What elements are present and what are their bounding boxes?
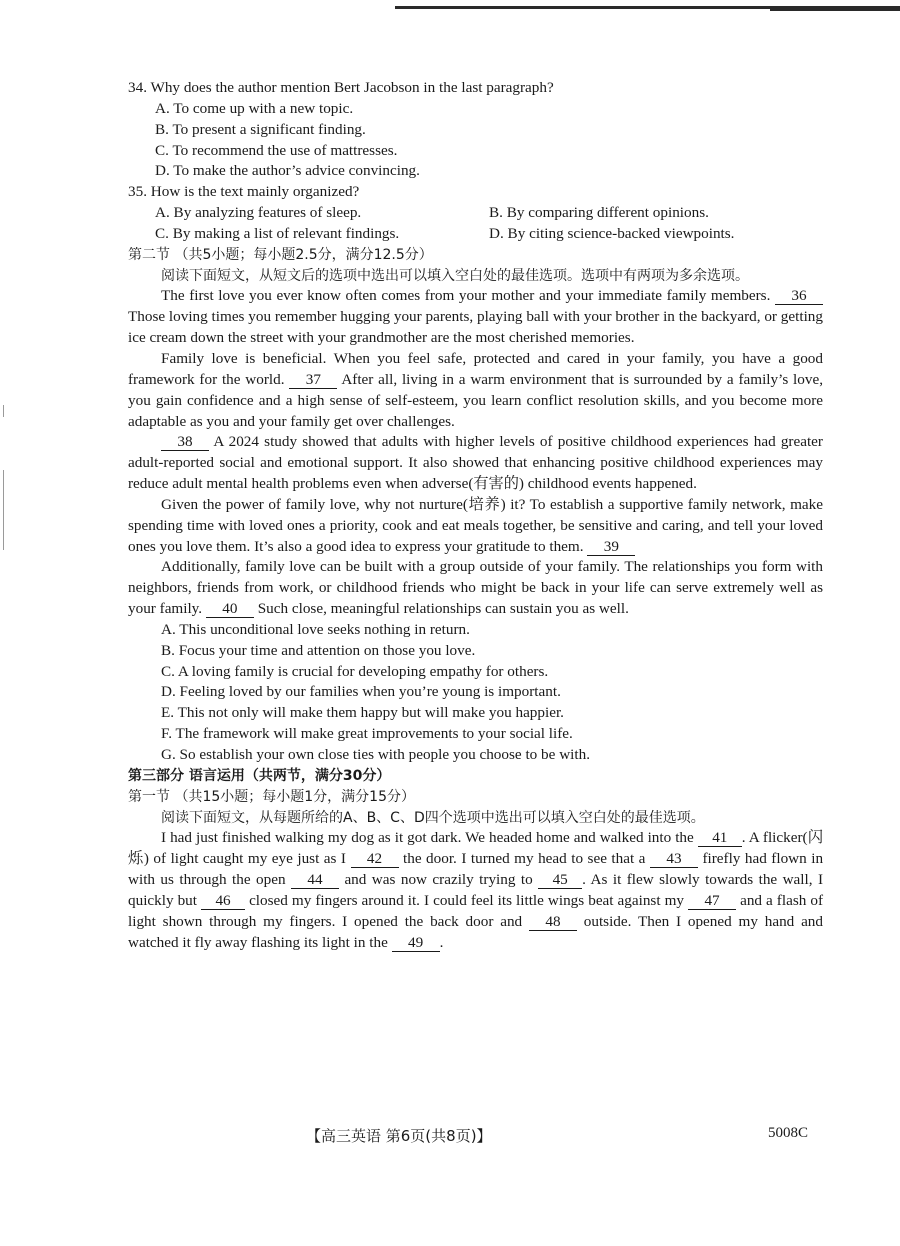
blank-44[interactable]: 44 <box>291 872 339 889</box>
choice-option: G. So establish your own close ties with people you choose to be with. <box>161 746 590 763</box>
blank-43[interactable]: 43 <box>650 851 698 868</box>
blank-39[interactable]: 39 <box>587 539 635 556</box>
blank-42[interactable]: 42 <box>351 851 399 868</box>
choice-option: F. The framework will make great improvements to your social life. <box>161 725 573 743</box>
blank-45[interactable]: 45 <box>538 872 582 889</box>
blank-38[interactable]: 38 <box>161 434 209 451</box>
question-35-options-row <box>128 203 823 224</box>
blank-49[interactable]: 49 <box>392 935 440 952</box>
question-34-option: A. To come up with a new topic. <box>155 99 354 117</box>
question-35-option: D. By citing science-backed viewpoints. <box>489 224 735 242</box>
question-35-option: A. By analyzing features of sleep. <box>155 204 362 222</box>
blank-36[interactable]: 36 <box>775 288 823 305</box>
question-35-options-row <box>128 224 823 245</box>
cloze-passage: I had just finished walking my dog as it got dark. We headed home and walked into the 41 . A flicker(闪烁) of light caught my eye just as I 42 the door. I turned my head to see that a 43 firefly had flown in with us through the open 44 and was now crazily trying to 45 . As it flew slowly towards the wall, I quickly but 46 closed my fingers around it. I could feel its little wings beat against my 47 and a flash of light shown through my fingers. I opened the back door and 48 outside. Then I opened my hand and watched it fly away flashing its light in the 49 . <box>128 829 824 951</box>
choice-option: C. A loving family is crucial for developing empathy for others. <box>161 662 549 680</box>
part-3-directions: 阅读下面短文，从每题所给的A、B、C、D四个选项中选出可以填入空白处的最佳选项。 <box>161 809 705 826</box>
passage-paragraph: Given the power of family love, why not nurture(培养) it? To establish a supportive family network, make spending time with loved ones a priority, cook and eat meals together, be sensitive and caring, and tell your loved ones you love them. It’s also a good idea to express your gratitude to them. 39 <box>128 495 823 555</box>
passage-paragraph: Additionally, family love can be built with a group outside of your family. The relationships you form with neighbors, friends from work, or childhood friends who might be back in your life can serve extremely well as your family. 40 Such close, meaningful relationships can sustain you as well. <box>128 558 823 618</box>
scan-edge-mark <box>3 405 4 417</box>
blank-40[interactable]: 40 <box>206 601 254 618</box>
question-34-stem: 34. Why does the author mention Bert Jacobson in the last paragraph? <box>128 79 554 96</box>
blank-46[interactable]: 46 <box>201 893 245 910</box>
passage-paragraph: The first love you ever know often comes from your mother and your immediate family members. 36 Those loving times you remember hugging your parents, playing ball with your brother in the backyard, or getting ice cream down the street with your grandmother are the most cherished memories. <box>128 287 823 347</box>
section-2-heading: 第二节 （共5小题；每小题2.5分，满分12.5分） <box>128 246 433 263</box>
question-34-option: C. To recommend the use of mattresses. <box>155 141 398 159</box>
question-34-option: B. To present a significant finding. <box>155 120 366 138</box>
blank-47[interactable]: 47 <box>688 893 736 910</box>
question-35-option: C. By making a list of relevant findings. <box>155 224 400 242</box>
question-35-option: B. By comparing different opinions. <box>489 204 709 222</box>
blank-37[interactable]: 37 <box>289 372 337 389</box>
question-35-stem: 35. How is the text mainly organized? <box>128 183 360 201</box>
section-2-directions: 阅读下面短文，从短文后的选项中选出可以填入空白处的最佳选项。选项中有两项为多余选项。 <box>161 267 749 284</box>
passage-paragraph: Family love is beneficial. When you feel safe, protected and cared in your family, you have a good framework for the world. 37 After all, living in a warm environment that is surrounded by a family’s love, you gain confidence and a high sense of self-esteem, you learn conflict resolution skills, and you become more adaptable as you and your family get over challenges. <box>128 349 823 430</box>
choice-option: D. Feeling loved by our families when you’re young is important. <box>161 683 561 701</box>
scan-edge-mark <box>3 470 4 550</box>
choice-option: A. This unconditional love seeks nothing in return. <box>161 620 470 638</box>
part-3-section-1-heading: 第一节 （共15小题；每小题1分，满分15分） <box>128 788 415 805</box>
choice-option: E. This not only will make them happy but will make you happier. <box>161 704 564 722</box>
blank-41[interactable]: 41 <box>698 830 742 847</box>
top-border-line-thick <box>770 9 900 11</box>
page-content <box>128 78 823 953</box>
exam-code: 5008C <box>768 1125 809 1141</box>
choice-option: B. Focus your time and attention on those you love. <box>161 641 476 659</box>
passage-paragraph: 38 A 2024 study showed that adults with higher levels of positive childhood experiences had greater adult-reported social and emotional support. It also showed that enhancing positive childhood experiences may reduce adult mental health problems even when adverse(有害的) childhood events happened. <box>128 433 823 493</box>
part-3-heading: 第三部分 语言运用（共两节，满分30分） <box>128 767 391 784</box>
question-34-option: D. To make the author’s advice convincing. <box>155 162 420 180</box>
page-footer-label: 【高三英语 第6页(共8页)】 <box>306 1127 492 1145</box>
blank-48[interactable]: 48 <box>529 914 577 931</box>
